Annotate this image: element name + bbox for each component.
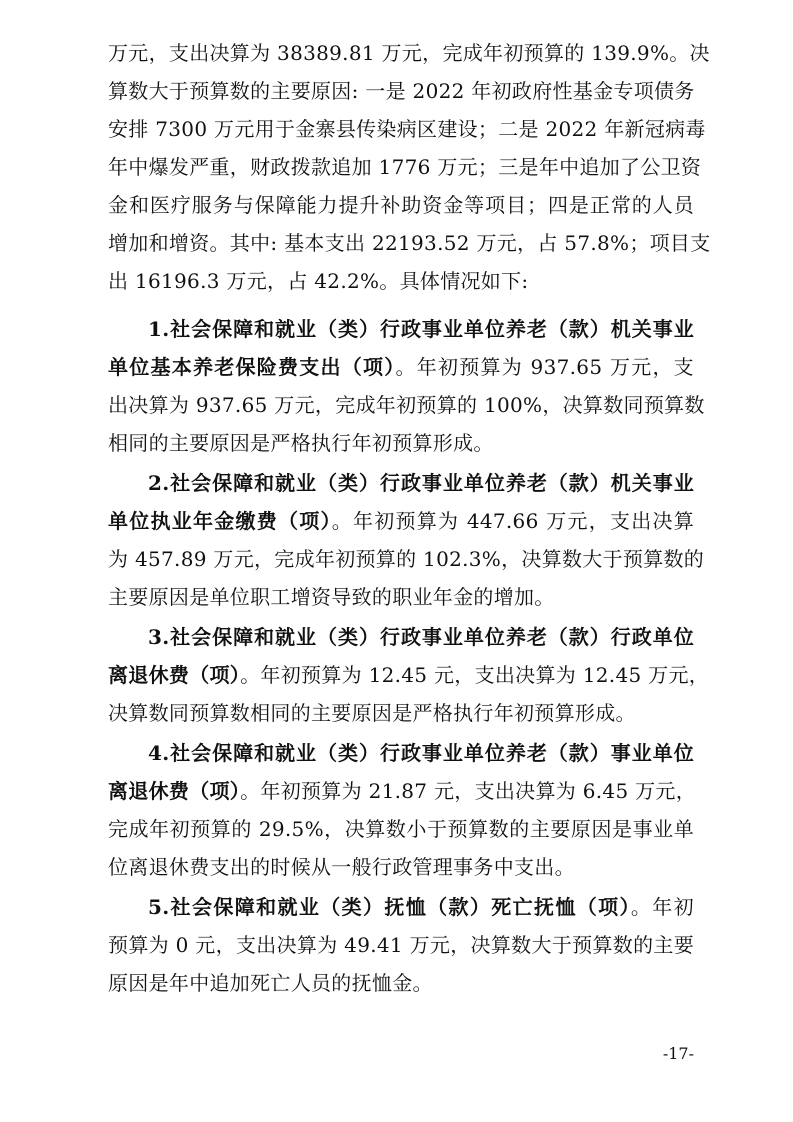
text-line: 金和医疗服务与保障能力提升补助资金等项目；四是正常的人员 [108,193,694,217]
text-line [108,350,694,384]
section-heading: 3.社会保障和就业（类）行政事业单位养老（款）行政单位 [148,625,694,649]
section-heading: 4.社会保障和就业（类）行政事业单位养老（款）事业单位 [148,741,694,765]
text-line: 出决算为 937.65 万元，完成年初预算的 100%，决算数同预算数 [108,393,705,417]
text-line: 预算为 0 元，支出决算为 49.41 万元，决算数大于预算数的主要 [108,933,694,957]
section-heading: 2.社会保障和就业（类）行政事业单位养老（款）机关事业 [148,471,694,495]
text-line: 年中爆发严重，财政拨款追加 1776 万元；三是年中追加了公卫资 [108,155,702,179]
section-heading-continuation: 单位执业年金缴费（项） [108,509,332,533]
section-heading-continuation: 离退休费（项） [108,779,241,803]
text-line: 位离退休费支出的时候从一般行政管理事务中支出。 [108,855,575,879]
text-line: 增加和增资。其中: 基本支出 22193.52 万元，占 57.8%；项目支 [108,231,711,255]
text-run: 。年初预算为 937.65 万元，支 [395,355,694,379]
text-line: 决算数同预算数相同的主要原因是严格执行年初预算形成。 [108,701,636,725]
text-line: 原因是年中追加死亡人员的抚恤金。 [108,971,433,995]
text-run: 。年初预算为 12.45 元，支出决算为 12.45 万元， [240,663,710,687]
text-line: 主要原因是单位职工增资导致的职业年金的增加。 [108,585,555,609]
text-line [108,658,710,692]
text-line: 完成年初预算的 29.5%，决算数小于预算数的主要原因是事业单 [108,817,694,841]
text-line: 相同的主要原因是严格执行年初预算形成。 [108,431,494,455]
text-line [108,504,694,538]
section-heading: 1.社会保障和就业（类）行政事业单位养老（款）机关事业 [148,317,694,341]
page-number: -17- [662,1044,694,1063]
text-line: 出 16196.3 万元，占 42.2%。具体情况如下: [108,269,529,293]
text-run: 。年初预算为 21.87 元，支出决算为 6.45 万元， [240,779,697,803]
text-run: 。年初预算为 447.66 万元，支出决算 [331,509,694,533]
text-line: 安排 7300 万元用于金寨县传染病区建设；二是 2022 年新冠病毒 [108,117,706,141]
section-heading-continuation: 单位基本养老保险费支出（项） [108,355,396,379]
text-line [148,890,694,924]
text-line: 算数大于预算数的主要原因: 一是 2022 年初政府性基金专项债务 [108,79,695,103]
section-heading-continuation: 离退休费（项） [108,663,241,687]
text-run: 。年初 [630,895,694,919]
text-line [108,774,697,808]
text-line: 万元，支出决算为 38389.81 万元，完成年初预算的 139.9%。决 [108,41,710,65]
section-heading: 5.社会保障和就业（类）抚恤（款）死亡抚恤（项） [148,895,631,919]
text-line: 为 457.89 万元，完成年初预算的 102.3%，决算数大于预算数的 [108,547,705,571]
